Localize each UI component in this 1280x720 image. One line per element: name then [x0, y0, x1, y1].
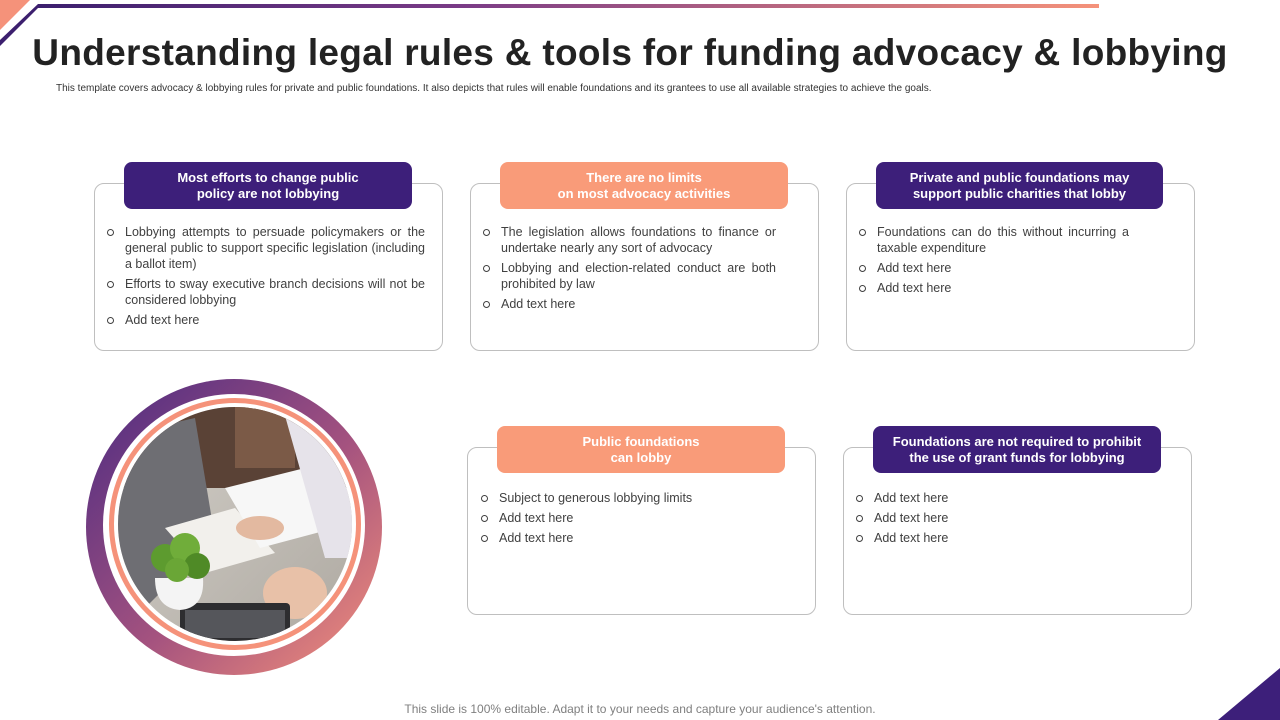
card-header-support-charities: Private and public foundations may support public charities that lobby	[876, 162, 1163, 209]
top-accent-bar	[38, 4, 1099, 8]
list-item: Add text here	[481, 296, 776, 312]
list-item: Add text here	[854, 530, 1154, 546]
list-item: Efforts to sway executive branch decisions will not be considered lobbying	[105, 276, 425, 308]
list-item: Add text here	[479, 530, 779, 546]
bullet-list-no-limits	[481, 224, 776, 316]
bullet-list-support-charities	[857, 224, 1129, 300]
footer-note: This slide is 100% editable. Adapt it to your needs and capture your audience's attention.	[404, 702, 876, 716]
bullet-list-policy-efforts	[105, 224, 425, 332]
list-item: Lobbying attempts to persuade policymakers or the general public to support specific legislation (including a ballot item)	[105, 224, 425, 272]
list-item: Add text here	[857, 260, 1129, 276]
list-item: Add text here	[479, 510, 779, 526]
card-header-policy-efforts: Most efforts to change public policy are not lobbying	[124, 162, 412, 209]
bullet-list-public-foundations	[479, 490, 779, 550]
list-item: Subject to generous lobbying limits	[479, 490, 779, 506]
page-title: Understanding legal rules & tools for funding advocacy & lobbying	[32, 32, 1228, 73]
card-header-public-foundations: Public foundations can lobby	[497, 426, 785, 473]
card-header-grant-funds: Foundations are not required to prohibit the use of grant funds for lobbying	[873, 426, 1161, 473]
list-item: Add text here	[105, 312, 425, 328]
list-item: The legislation allows foundations to finance or undertake nearly any sort of advocacy	[481, 224, 776, 256]
list-item: Lobbying and election-related conduct are both prohibited by law	[481, 260, 776, 292]
list-item: Add text here	[857, 280, 1129, 296]
list-item: Add text here	[854, 510, 1154, 526]
bullet-list-grant-funds	[854, 490, 1154, 550]
meeting-photo	[85, 378, 383, 676]
page-subtitle: This template covers advocacy & lobbying rules for private and public foundations. It also depicts that rules will enable foundations and its grantees to use all available strategies to achieve the goals.	[56, 83, 932, 94]
list-item: Add text here	[854, 490, 1154, 506]
card-header-no-limits: There are no limits on most advocacy activities	[500, 162, 788, 209]
list-item: Foundations can do this without incurring a taxable expenditure	[857, 224, 1129, 256]
